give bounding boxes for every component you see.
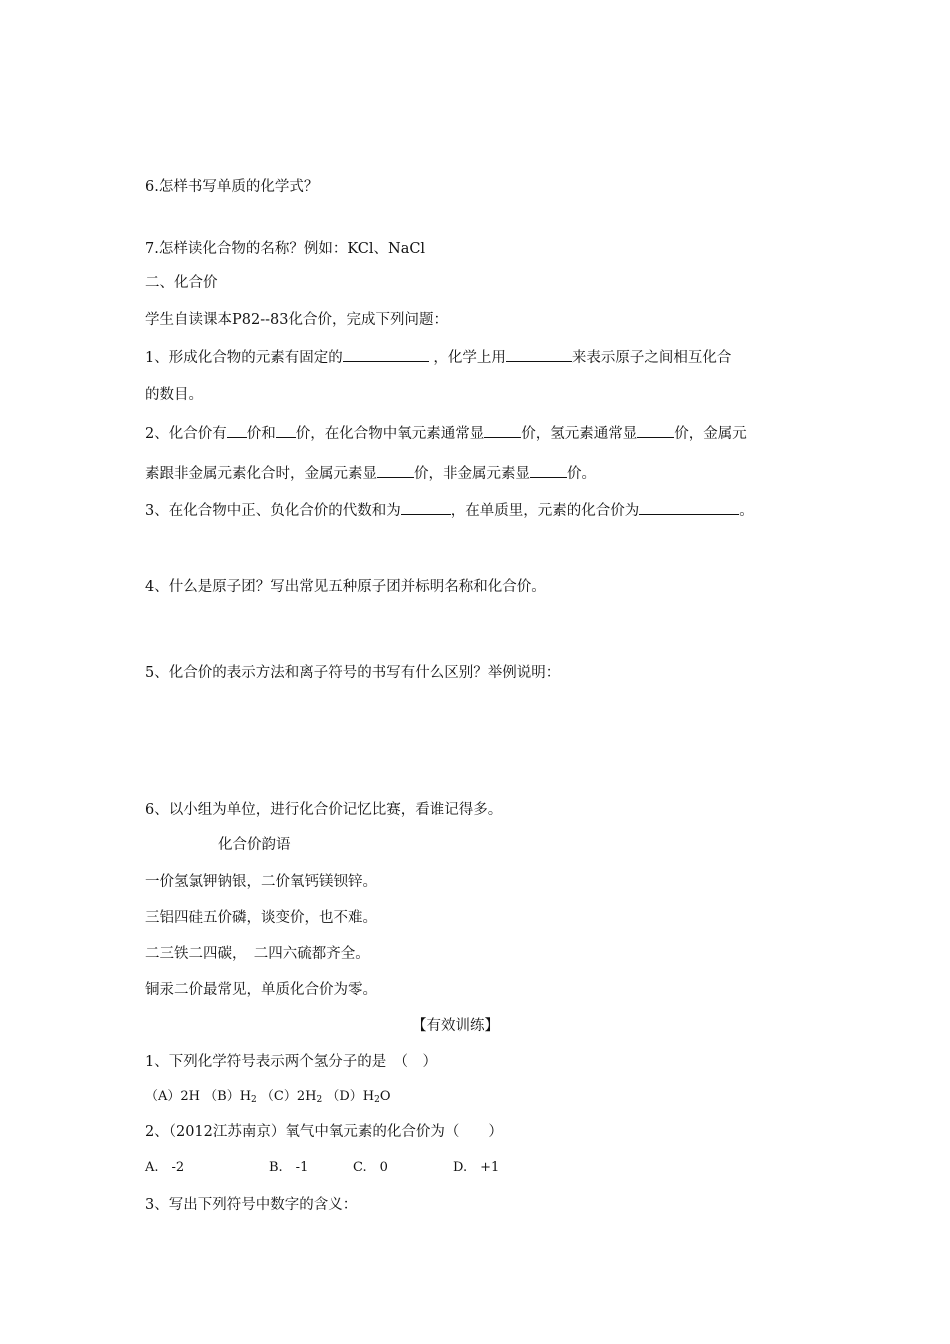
item-3-text-b: ，在单质里，元素的化合价为 [450, 503, 640, 519]
item-2-text-h: 价。 [567, 466, 596, 482]
item-2-text-g: 价，非金属元素显 [414, 466, 530, 482]
training-question-1-options [145, 1088, 391, 1109]
item-2-text-a: 2、化合价有 [145, 426, 227, 442]
item-2-text-e: 价，金属元 [674, 426, 747, 442]
item-2-line-2 [145, 463, 596, 483]
item-2-line-1 [145, 423, 747, 443]
option-d-tail: O [379, 1089, 391, 1104]
training-question-3: 3、写出下列符号中数字的含义： [145, 1197, 358, 1213]
item-4: 4、什么是原子团？写出常见五种原子团并标明名称和化合价。 [145, 579, 546, 595]
item-1-line-2: 的数目。 [145, 387, 203, 403]
rhyme-line-1: 一价氢氯钾钠银，二价氧钙镁钡锌。 [145, 874, 377, 890]
option-d: D. +1 [453, 1160, 500, 1175]
option-c [261, 1089, 322, 1104]
fill-blank [506, 347, 572, 362]
option-d [326, 1089, 390, 1104]
option-c: C. 0 [353, 1160, 388, 1175]
fill-blank [637, 423, 674, 438]
option-c-subscript: 2 [316, 1095, 323, 1105]
option-b-text: （B）H [204, 1089, 252, 1104]
training-title: 【有效训练】 [412, 1018, 499, 1034]
option-d-text: （D）H [326, 1089, 375, 1104]
intro-text: 学生自读课本P82--83化合价，完成下列问题： [145, 312, 448, 328]
rhyme-title: 化合价韵语 [218, 837, 291, 853]
section-heading-valence: 二、化合价 [145, 275, 218, 291]
item-1-text-c: 来表示原子之间相互化合 [571, 350, 732, 366]
training-question-1: 1、下列化学符号表示两个氢分子的是 （ ） [145, 1054, 437, 1070]
training-question-2: 2、（2012江苏南京）氧气中氧元素的化合价为（ ） [145, 1124, 503, 1140]
fill-blank [639, 500, 739, 515]
fill-blank [484, 423, 521, 438]
rhyme-line-4: 铜汞二价最常见，单质化合价为零。 [145, 982, 377, 998]
option-b [204, 1089, 257, 1104]
item-3-text-c: 。 [739, 503, 754, 519]
fill-blank [401, 500, 451, 515]
option-a: （A）2H [145, 1089, 200, 1104]
item-2-text-c: 价，在化合物中氧元素通常显 [295, 426, 485, 442]
item-6: 6、以小组为单位，进行化合价记忆比赛，看谁记得多。 [145, 802, 503, 818]
item-2-text-f: 素跟非金属元素化合时，金属元素显 [145, 466, 377, 482]
fill-blank [377, 463, 414, 478]
option-c-text: （C）2H [260, 1089, 317, 1104]
fill-blank [227, 423, 247, 438]
item-5: 5、化合价的表示方法和离子符号的书写有什么区别？举例说明： [145, 665, 561, 681]
option-d-subscript: 2 [374, 1095, 380, 1105]
rhyme-line-2: 三铝四硅五价磷，谈变价，也不难。 [145, 910, 377, 926]
option-a: A. -2 [145, 1160, 185, 1175]
item-3 [145, 500, 754, 520]
item-1-line-1 [145, 347, 731, 367]
item-1-text-b: ，化学上用 [433, 350, 506, 366]
item-2-text-b: 价和 [246, 426, 276, 442]
rhyme-line-3: 二三铁二四碳， 二四六硫都齐全。 [145, 946, 370, 962]
question-6-single-formula: 6.怎样书写单质的化学式？ [145, 179, 319, 195]
item-3-text-a: 3、在化合物中正、负化合价的代数和为 [145, 503, 401, 519]
option-b: B. -1 [269, 1160, 309, 1175]
question-7-compound-names: 7.怎样读化合物的名称？例如：KCl、NaCl [145, 241, 426, 257]
item-2-text-d: 价，氢元素通常显 [521, 426, 638, 442]
option-b-subscript: 2 [251, 1095, 257, 1105]
fill-blank [343, 347, 429, 362]
fill-blank [276, 423, 296, 438]
fill-blank [530, 463, 567, 478]
item-1-text-a: 1、形成化合物的元素有固定的 [145, 350, 343, 366]
